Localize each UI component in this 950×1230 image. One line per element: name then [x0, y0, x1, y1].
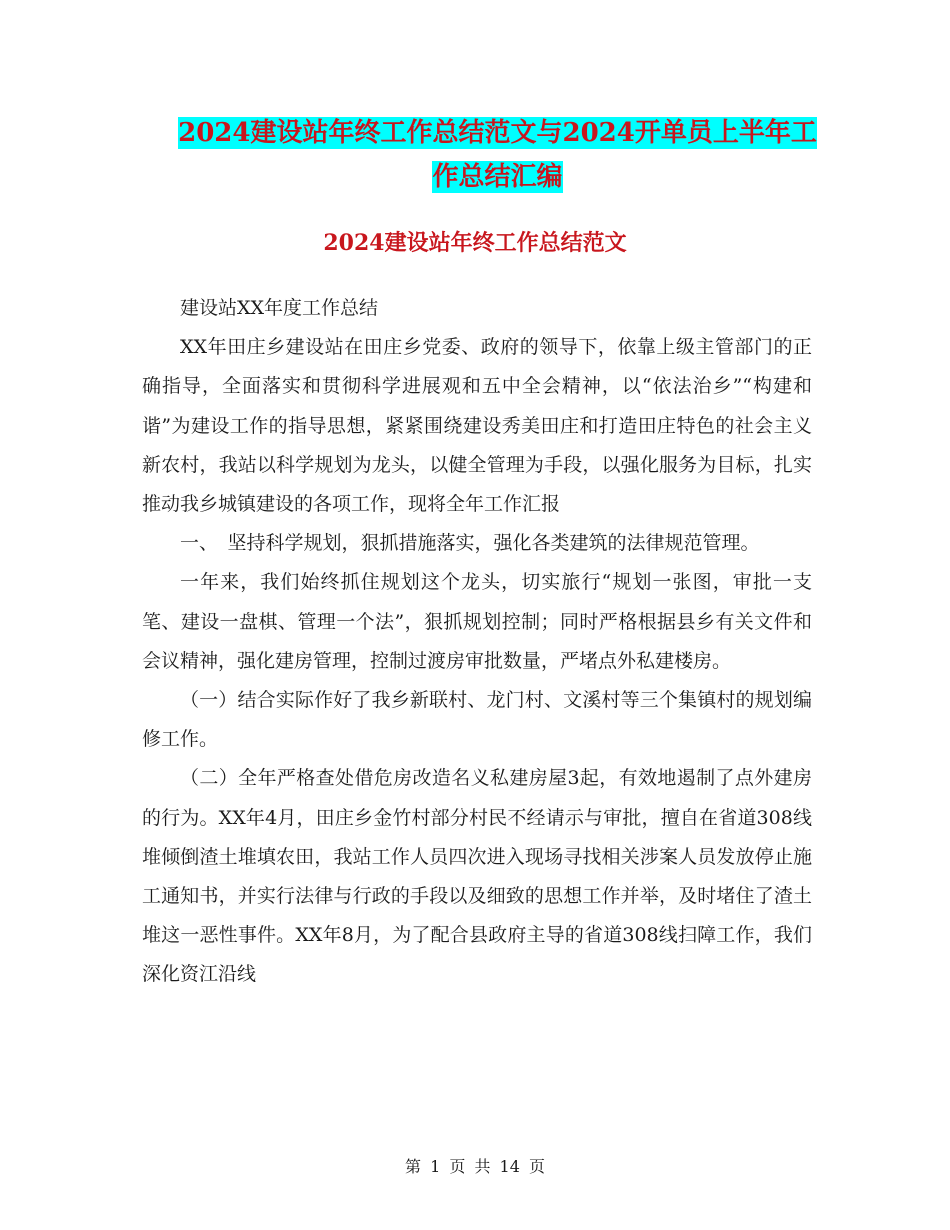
main-title-text-2: 作总结汇编 [432, 162, 563, 192]
paragraph: 建设站XX年度工作总结 [180, 297, 379, 319]
section-title: 2024建设站年终工作总结范文 [323, 230, 627, 256]
paragraph: 一、 坚持科学规划，狠抓措施落实，强化各类建筑的法律规范管理。 [180, 532, 760, 555]
paragraph: 一年来，我们始终抓住规划这个龙头，切实旅行“规划一张图，审批一支笔、建设一盘棋、管理一个法”，狠抓规划控制；同时严格根据县乡有关文件和会议精神，强化建房管理，控制过渡房审批数量，严堵点外私建楼房。 [142, 571, 812, 672]
page-footer: 第 1 页 共 14 页 [405, 1157, 545, 1176]
document-body [142, 289, 812, 995]
main-title-text-1: 2024建设站年终工作总结范文与2024开单员上半年工 [178, 118, 817, 148]
paragraph: （一）结合实际作好了我乡新联村、龙门村、文溪村等三个集镇村的规划编修工作。 [142, 689, 812, 751]
paragraph: XX年田庄乡建设站在田庄乡党委、政府的领导下，依靠上级主管部门的正确指导，全面落实和贯彻科学进展观和五中全会精神，以“依法治乡”“构建和谐”为建设工作的指导思想，紧紧围绕建设秀美田庄和打造田庄特色的社会主义新农村，我站以科学规划为龙头，以健全管理为手段，以强化服务为目标，扎实推动我乡城镇建设的各项工作，现将全年工作汇报 [142, 336, 812, 516]
main-title-line-1 [120, 112, 875, 149]
main-title-line-2 [120, 156, 875, 193]
paragraph: （二）全年严格查处借危房改造名义私建房屋3起，有效地遏制了点外建房的行为。XX年4月，田庄乡金竹村部分村民不经请示与审批，擅自在省道308线堆倾倒渣土堆填农田，我站工作人员四次进入现场寻找相关涉案人员发放停止施工通知书，并实行法律与行政的手段以及细致的思想工作并举，及时堵住了渣土堆这一恶性事件。XX年8月，为了配合县政府主导的省道308线扫障工作，我们深化资江沿线 [142, 767, 812, 986]
